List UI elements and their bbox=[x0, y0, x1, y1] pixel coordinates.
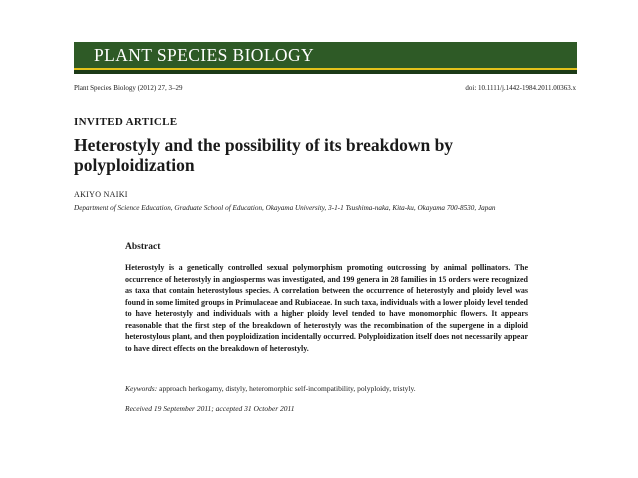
abstract-heading: Abstract bbox=[125, 242, 161, 252]
section-label: INVITED ARTICLE bbox=[74, 116, 178, 128]
citation-line: Plant Species Biology (2012) 27, 3–29 bbox=[74, 84, 183, 92]
abstract-text: Heterostyly is a genetically controlled sexual polymorphism promoting outcrossing by animal pollinators. The occurrence of heterostyly in angiosperms was investigated, and 199 genera in 28 families in 15 orders were recognized as taxa that contain heterostylous species. A correlation between the occurrence of heterostyly and ploidy level was found in some limited groups in Primulaceae and Rubiaceae. In such taxa, individuals with a lower ploidy level tended to have heterostyly and individuals with a higher ploidy level tended to have monomorphic flowers. It appears reasonable that the first step of the breakdown of heterostyly was the recombination of the supergene in a diploid heterostylous plant, and then poyploidization incidentally occurred. Polyploidization itself does not necessarily appear to have direct effects on the breakdown of heterostyly. bbox=[125, 263, 528, 353]
received-dates: Received 19 September 2011; accepted 31 October 2011 bbox=[125, 404, 295, 413]
journal-title: PLANT SPECIES BIOLOGY bbox=[94, 45, 315, 65]
doi-link[interactable]: doi: 10.1111/j.1442-1984.2011.00363.x bbox=[465, 84, 576, 92]
journal-banner bbox=[74, 42, 577, 70]
author-affiliation: Department of Science Education, Graduate School of Education, Okayama University, 3-1-1 Tsushima-naka, Kita-ku, Okayama 700-8530, Japan bbox=[74, 204, 496, 212]
keywords-label: Keywords: bbox=[125, 384, 158, 393]
author-name: AKIYO NAIKI bbox=[74, 190, 128, 199]
keywords-list: approach herkogamy, distyly, heteromorphic self-incompatibility, polyploidy, tristyly. bbox=[159, 384, 416, 393]
banner-underline bbox=[74, 70, 577, 74]
article-title: Heterostyly and the possibility of its breakdown by polyploidization bbox=[74, 135, 454, 175]
keywords-line bbox=[125, 384, 545, 393]
